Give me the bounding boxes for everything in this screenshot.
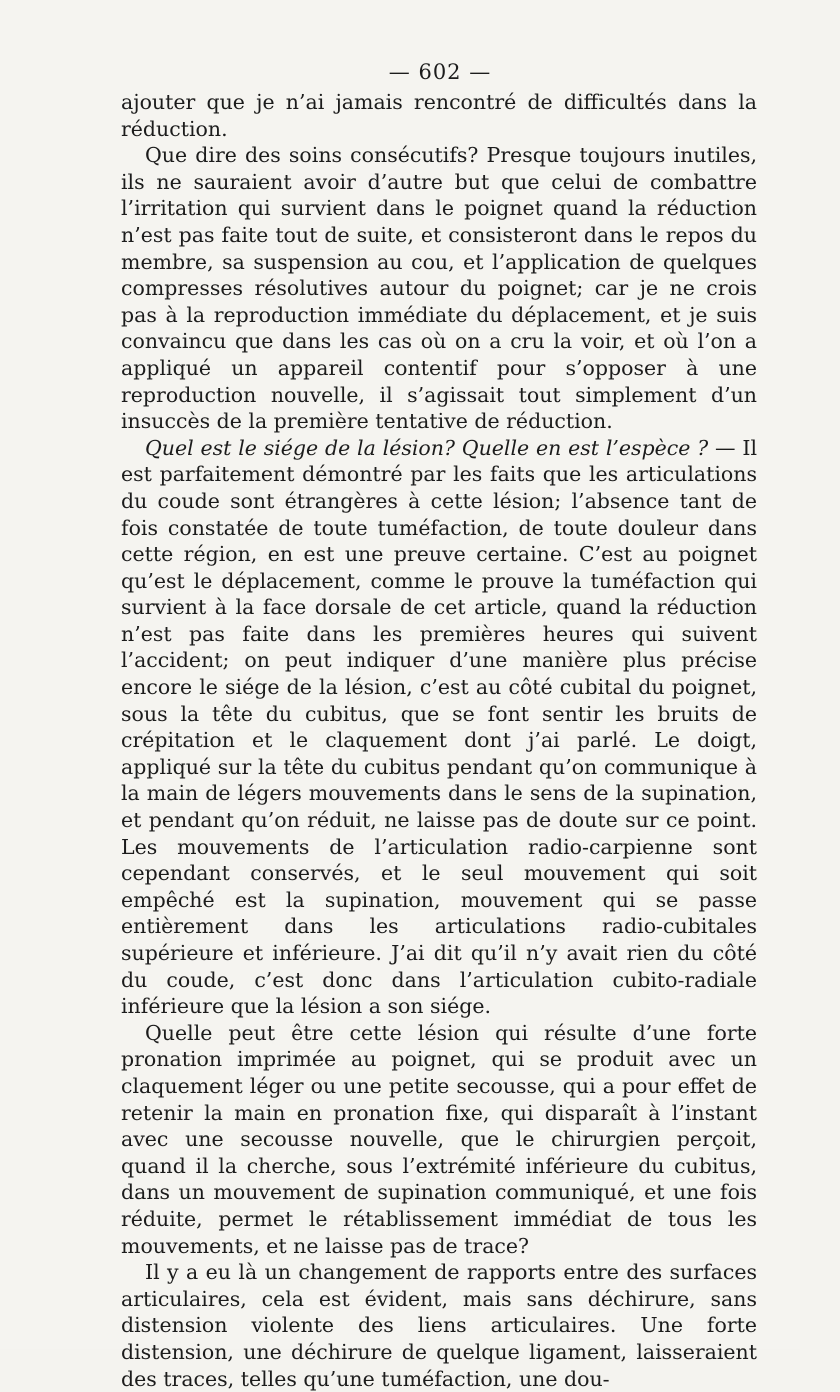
paragraph-2: Que dire des soins consécutifs? Presque toujours inutiles, ils ne sauraient avoir d’autre but que celui de combattre l’irritation qui survient dans le poignet quand la réduction n’est pas faite tout de suite, et consisteront dans le repos du membre, sa suspension au cou, et l’application de quelques compresses résolutives autour du poignet; car je ne crois pas à la reproduction immédiate du déplacement, et je suis convaincu que dans les cas où on a cru la voir, et où l’on a appliqué un appareil contentif pour s’opposer à une reproduction nouvelle, il s’agissait tout simplement d’un insuccès de la première tentative de réduction. <box>121 143 757 434</box>
italic-question: Quel est le siége de la lésion? Quelle en est l’espèce ? <box>145 435 709 460</box>
paragraph-4: Quelle peut être cette lésion qui résulte d’une forte pronation imprimée au poignet, qui se produit avec un claquement léger ou une petite secousse, qui a pour effet de retenir la main en pronation fixe, qui disparaît à l’instant avec une secousse nouvelle, que le chirurgien perçoit, quand il la cherche, sous l’extrémité inférieure du cubitus, dans un mouvement de supination communiqué, et une fois réduite, permet le rétablissement immédiat de tous les mouvements, et ne laisse pas de trace? <box>121 1020 757 1258</box>
paragraph-5: Il y a eu là un changement de rapports entre des surfaces articulaires, cela est évident, mais sans déchirure, sans distension violente des liens articulaires. Une forte distension, une déchirure de quelque ligament, laisseraient des traces, telles qu’une tuméfaction, une dou- <box>121 1260 757 1391</box>
paragraph-1: ajouter que je n’ai jamais rencontré de difficultés dans la réduction. <box>121 90 757 141</box>
paragraph-3 <box>121 435 757 1020</box>
page-number: — 602 — <box>388 60 492 84</box>
paragraph-3-text: — Il est parfaitement démontré par les faits que les articulations du coude sont étrangères à cette lésion; l’absence tant de fois constatée de toute tuméfaction, de toute douleur dans cette région, en est une preuve certaine. C’est au poignet qu’est le déplacement, comme le prouve la tuméfaction qui survient à la face dorsale de cet article, quand la réduction n’est pas faite dans les premières heures qui suivent l’accident; on peut indiquer d’une manière plus précise encore le siége de la lésion, c’est au côté cubital du poignet, sous la tête du cubitus, que se font sentir les bruits de crépitation et le claquement dont j’ai parlé. Le doigt, appliqué sur la tête du cubitus pendant qu’on communique à la main de légers mouvements dans le sens de la supination, et pendant qu’on réduit, ne laisse pas de doute sur ce point. Les mouvements de l’articulation radio-carpienne sont cependant conservés, et le seul mouvement qui soit empêché est la supination, mouvement qui se passe entièrement dans les articulations radio-cubitales supérieure et inférieure. J’ai dit qu’il n’y avait rien du côté du coude, c’est donc dans l’articulation cubito-radiale inférieure que la lésion a son siége. <box>121 435 757 1019</box>
body-text <box>121 89 757 1392</box>
